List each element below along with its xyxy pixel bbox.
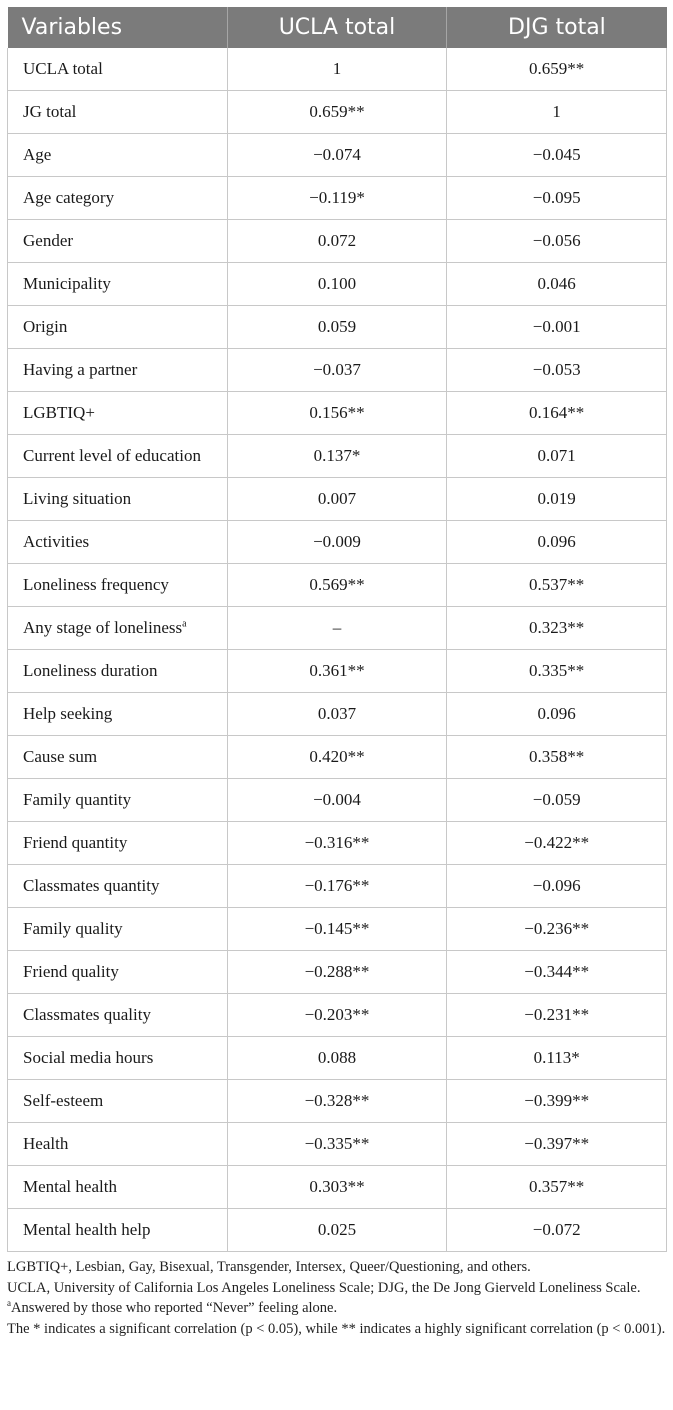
table-row — [8, 994, 667, 1037]
variable-name: Current level of education — [23, 446, 201, 465]
ucla-value-cell — [227, 306, 447, 349]
ucla-value-cell — [227, 48, 447, 91]
correlation-table-container — [7, 7, 667, 1252]
correlation-value: −0.096 — [532, 876, 581, 895]
ucla-value-cell — [227, 521, 447, 564]
correlation-value: – — [332, 618, 342, 637]
header-variables: Variables — [8, 7, 228, 48]
table-row — [8, 693, 667, 736]
djg-value-cell — [447, 779, 667, 822]
variable-name: Age — [23, 145, 52, 164]
variable-name-cell — [8, 951, 228, 994]
correlation-value: −0.203** — [304, 1005, 370, 1024]
note-significance: The * indicates a significant correlation (p < 0.05), while ** indicates a highly significant correlation (p < 0.001). — [7, 1320, 666, 1337]
table-row — [8, 865, 667, 908]
ucla-value-cell — [227, 177, 447, 220]
variable-name: Age category — [23, 188, 115, 207]
correlation-value: 0.335** — [529, 661, 585, 680]
correlation-value: 0.007 — [317, 489, 357, 508]
variable-name-cell — [8, 650, 228, 693]
ucla-value-cell — [227, 1123, 447, 1166]
djg-value-cell — [447, 435, 667, 478]
correlation-value: −0.045 — [532, 145, 581, 164]
note-scale-abbreviations: UCLA, University of California Los Angeles Loneliness Scale; DJG, the De Jong Gierveld Loneliness Scale. — [7, 1279, 641, 1296]
variable-name: Social media hours — [23, 1048, 154, 1067]
correlation-value: 0.358** — [529, 747, 585, 766]
djg-value-cell — [447, 478, 667, 521]
ucla-value-cell — [227, 822, 447, 865]
footnote-a-text: Answered by those who reported “Never” feeling alone. — [11, 1300, 338, 1316]
variable-name: Cause sum — [23, 747, 98, 766]
variable-name-cell — [8, 392, 228, 435]
correlation-value: −0.328** — [304, 1091, 370, 1110]
correlation-table — [7, 7, 667, 1252]
ucla-value-cell — [227, 951, 447, 994]
variable-name-cell — [8, 306, 228, 349]
correlation-value: −0.176** — [304, 876, 370, 895]
correlation-value: 0.046 — [537, 274, 576, 293]
variable-name: Gender — [23, 231, 74, 250]
table-row — [8, 1209, 667, 1252]
table-notes — [7, 1257, 667, 1339]
ucla-value-cell — [227, 1209, 447, 1252]
variable-name-cell — [8, 134, 228, 177]
variable-name: Family quality — [23, 919, 123, 938]
variable-name: Having a partner — [23, 360, 138, 379]
variable-name: UCLA total — [23, 59, 103, 78]
correlation-value: 0.059 — [317, 317, 357, 336]
correlation-value: −0.397** — [524, 1134, 590, 1153]
correlation-value: 0.537** — [529, 575, 585, 594]
table-row — [8, 908, 667, 951]
correlation-value: 0.420** — [309, 747, 365, 766]
ucla-value-cell — [227, 908, 447, 951]
variable-name-cell — [8, 1166, 228, 1209]
ucla-value-cell — [227, 349, 447, 392]
ucla-value-cell — [227, 1080, 447, 1123]
variable-name: Mental health — [23, 1177, 117, 1196]
variable-name: Loneliness frequency — [23, 575, 169, 594]
djg-value-cell — [447, 91, 667, 134]
variable-name-cell — [8, 865, 228, 908]
djg-value-cell — [447, 1037, 667, 1080]
variable-name: Classmates quantity — [23, 876, 160, 895]
ucla-value-cell — [227, 693, 447, 736]
variable-name: Loneliness duration — [23, 661, 158, 680]
correlation-value: 0.037 — [317, 704, 357, 723]
correlation-value: −0.344** — [524, 962, 590, 981]
correlation-value: 1 — [332, 59, 342, 78]
variable-name-cell — [8, 478, 228, 521]
correlation-value: −0.072 — [532, 1220, 581, 1239]
header-djg-total: DJG total — [447, 7, 667, 48]
table-row — [8, 263, 667, 306]
correlation-value: −0.399** — [524, 1091, 590, 1110]
ucla-value-cell — [227, 435, 447, 478]
correlation-value: −0.037 — [313, 360, 361, 379]
table-row — [8, 607, 667, 650]
variable-name-cell — [8, 91, 228, 134]
correlation-value: 0.088 — [317, 1048, 357, 1067]
correlation-value: 0.569** — [309, 575, 365, 594]
ucla-value-cell — [227, 736, 447, 779]
variable-name: Classmates quality — [23, 1005, 151, 1024]
djg-value-cell — [447, 693, 667, 736]
correlation-value: 0.357** — [529, 1177, 585, 1196]
table-row — [8, 392, 667, 435]
djg-value-cell — [447, 908, 667, 951]
table-row — [8, 1166, 667, 1209]
djg-value-cell — [447, 736, 667, 779]
table-row — [8, 435, 667, 478]
correlation-value: 0.071 — [537, 446, 576, 465]
djg-value-cell — [447, 650, 667, 693]
table-row — [8, 478, 667, 521]
table-row — [8, 1037, 667, 1080]
correlation-value: −0.059 — [532, 790, 581, 809]
correlation-value: −0.335** — [304, 1134, 370, 1153]
variable-name: Self-esteem — [23, 1091, 104, 1110]
ucla-value-cell — [227, 134, 447, 177]
variable-name-cell — [8, 48, 228, 91]
variable-name-cell — [8, 736, 228, 779]
correlation-value: 0.019 — [537, 489, 576, 508]
djg-value-cell — [447, 607, 667, 650]
variable-name-cell — [8, 822, 228, 865]
header-ucla-total: UCLA total — [227, 7, 447, 48]
ucla-value-cell — [227, 564, 447, 607]
correlation-value: 0.096 — [537, 704, 576, 723]
djg-value-cell — [447, 177, 667, 220]
correlation-value: −0.316** — [304, 833, 370, 852]
variable-name-cell — [8, 1209, 228, 1252]
correlation-value: 0.137* — [313, 446, 361, 465]
djg-value-cell — [447, 134, 667, 177]
variable-name: Living situation — [23, 489, 132, 508]
variable-name: Health — [23, 1134, 69, 1153]
variable-name-cell — [8, 779, 228, 822]
correlation-value: 0.323** — [529, 618, 585, 637]
ucla-value-cell — [227, 263, 447, 306]
correlation-value: −0.095 — [532, 188, 581, 207]
table-body — [8, 48, 667, 1252]
variable-name: LGBTIQ+ — [23, 403, 95, 422]
djg-value-cell — [447, 1123, 667, 1166]
footnote-a — [7, 1298, 667, 1319]
variable-name: Municipality — [23, 274, 111, 293]
table-row — [8, 951, 667, 994]
variable-name: Activities — [23, 532, 90, 551]
ucla-value-cell — [227, 1166, 447, 1209]
ucla-value-cell — [227, 865, 447, 908]
djg-value-cell — [447, 521, 667, 564]
correlation-value: 0.113* — [533, 1048, 580, 1067]
correlation-value: 0.659** — [309, 102, 365, 121]
ucla-value-cell — [227, 607, 447, 650]
table-row — [8, 650, 667, 693]
djg-value-cell — [447, 306, 667, 349]
table-row — [8, 1080, 667, 1123]
variable-name-cell — [8, 693, 228, 736]
correlation-value: −0.236** — [524, 919, 590, 938]
correlation-value: −0.004 — [313, 790, 361, 809]
table-row — [8, 177, 667, 220]
correlation-value: 0.100 — [317, 274, 357, 293]
variable-name: Family quantity — [23, 790, 132, 809]
ucla-value-cell — [227, 220, 447, 263]
variable-name-cell — [8, 220, 228, 263]
correlation-value: −0.145** — [304, 919, 370, 938]
ucla-value-cell — [227, 779, 447, 822]
footnote-marker: a — [7, 1298, 11, 1309]
ucla-value-cell — [227, 91, 447, 134]
djg-value-cell — [447, 1209, 667, 1252]
djg-value-cell — [447, 349, 667, 392]
djg-value-cell — [447, 865, 667, 908]
footnote-superscript: a — [182, 618, 187, 630]
table-row — [8, 736, 667, 779]
variable-name: Any stage of loneliness — [23, 618, 183, 637]
ucla-value-cell — [227, 478, 447, 521]
correlation-value: 0.361** — [309, 661, 365, 680]
correlation-value: −0.009 — [313, 532, 361, 551]
table-row — [8, 220, 667, 263]
correlation-value: −0.001 — [532, 317, 581, 336]
correlation-value: 0.659** — [529, 59, 585, 78]
variable-name-cell — [8, 908, 228, 951]
variable-name-cell — [8, 177, 228, 220]
table-header-row — [8, 7, 667, 48]
table-row — [8, 564, 667, 607]
correlation-value: −0.231** — [524, 1005, 590, 1024]
correlation-value: 0.303** — [309, 1177, 365, 1196]
variable-name-cell — [8, 1123, 228, 1166]
djg-value-cell — [447, 392, 667, 435]
variable-name-cell — [8, 1080, 228, 1123]
djg-value-cell — [447, 951, 667, 994]
table-row — [8, 306, 667, 349]
ucla-value-cell — [227, 392, 447, 435]
correlation-value: 0.164** — [529, 403, 585, 422]
djg-value-cell — [447, 1166, 667, 1209]
variable-name-cell — [8, 994, 228, 1037]
variable-name: Origin — [23, 317, 68, 336]
table-row — [8, 779, 667, 822]
variable-name: Mental health help — [23, 1220, 151, 1239]
table-row — [8, 521, 667, 564]
correlation-value: 0.025 — [317, 1220, 357, 1239]
correlation-value: −0.119* — [309, 188, 365, 207]
correlation-value: 0.096 — [537, 532, 576, 551]
variable-name-cell — [8, 521, 228, 564]
djg-value-cell — [447, 994, 667, 1037]
table-row — [8, 134, 667, 177]
variable-name-cell — [8, 607, 228, 650]
correlation-value: −0.422** — [524, 833, 590, 852]
djg-value-cell — [447, 1080, 667, 1123]
correlation-value: 0.072 — [317, 231, 357, 250]
correlation-value: −0.288** — [304, 962, 370, 981]
djg-value-cell — [447, 822, 667, 865]
table-row — [8, 349, 667, 392]
djg-value-cell — [447, 263, 667, 306]
correlation-value: 1 — [552, 102, 561, 121]
djg-value-cell — [447, 220, 667, 263]
djg-value-cell — [447, 564, 667, 607]
variable-name-cell — [8, 564, 228, 607]
djg-value-cell — [447, 48, 667, 91]
variable-name: JG total — [23, 102, 77, 121]
table-row — [8, 822, 667, 865]
table-row — [8, 91, 667, 134]
ucla-value-cell — [227, 650, 447, 693]
correlation-value: −0.074 — [313, 145, 361, 164]
table-row — [8, 48, 667, 91]
ucla-value-cell — [227, 1037, 447, 1080]
variable-name: Friend quality — [23, 962, 119, 981]
table-row — [8, 1123, 667, 1166]
variable-name-cell — [8, 435, 228, 478]
correlation-value: −0.053 — [532, 360, 581, 379]
ucla-value-cell — [227, 994, 447, 1037]
note-lgbtiq-abbreviation: LGBTIQ+, Lesbian, Gay, Bisexual, Transgender, Intersex, Queer/Questioning, and others. — [7, 1259, 531, 1275]
variable-name: Friend quantity — [23, 833, 128, 852]
variable-name-cell — [8, 263, 228, 306]
correlation-value: 0.156** — [309, 403, 365, 422]
variable-name-cell — [8, 1037, 228, 1080]
variable-name: Help seeking — [23, 704, 113, 723]
variable-name-cell — [8, 349, 228, 392]
correlation-value: −0.056 — [532, 231, 581, 250]
